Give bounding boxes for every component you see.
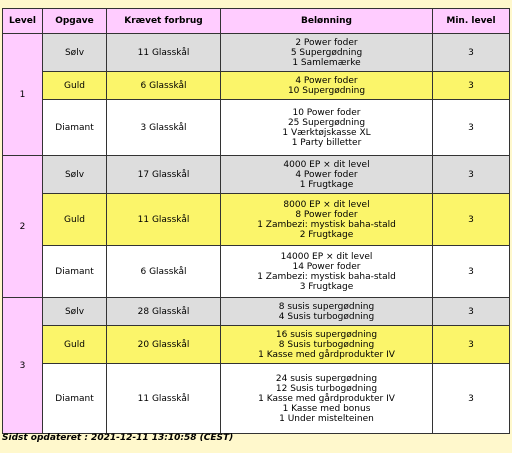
reward-line: 4 Power foder — [295, 169, 358, 180]
reward-line: 1 Kasse med gårdprodukter IV — [258, 393, 395, 404]
table-row — [3, 100, 510, 156]
reward-cell — [221, 156, 433, 194]
reward-line: 1 Zambezi: mystisk baha-stald — [257, 219, 396, 230]
level-cell: 1 — [3, 34, 43, 156]
cost-cell: 6 Glasskål — [107, 246, 221, 298]
reward-line: 24 susis supergødning — [275, 373, 378, 384]
min-level-cell: 3 — [433, 72, 510, 100]
header-row — [3, 9, 510, 34]
reward-line: 1 Kasse med gårdprodukter IV — [258, 349, 395, 360]
cost-cell: 28 Glasskål — [107, 298, 221, 326]
reward-line: 2 Frugtkage — [299, 229, 354, 240]
last-updated-note: Sidst opdateret : 2021-12-11 13:10:58 (CEST) — [2, 433, 234, 443]
header-level: Level — [3, 9, 43, 34]
min-level-cell: 3 — [433, 156, 510, 194]
reward-line: 8 Susis turbogødning — [278, 339, 375, 350]
cost-cell: 6 Glasskål — [107, 72, 221, 100]
table-row — [3, 156, 510, 194]
reward-line: 1 Samlemærke — [292, 57, 361, 68]
table-row — [3, 194, 510, 246]
cost-cell: 11 Glasskål — [107, 364, 221, 434]
header-min-level: Min. level — [433, 9, 510, 34]
task-cell: Guld — [43, 194, 107, 246]
reward-line: 16 susis supergødning — [275, 329, 378, 340]
reward-cell — [221, 194, 433, 246]
min-level-cell: 3 — [433, 34, 510, 72]
level-cell: 3 — [3, 298, 43, 434]
header-task: Opgave — [43, 9, 107, 34]
reward-line: 4000 EP × dit level — [283, 159, 370, 170]
table-row — [3, 326, 510, 364]
reward-line: 1 Værktøjskasse XL — [282, 127, 371, 138]
reward-line: 8 Power foder — [295, 209, 358, 220]
task-cell: Guld — [43, 326, 107, 364]
header-cost: Krævet forbrug — [107, 9, 221, 34]
level-cell: 2 — [3, 156, 43, 298]
reward-line: 12 Susis turbogødning — [275, 383, 378, 394]
reward-line: 25 Supergødning — [287, 117, 366, 128]
table-row — [3, 246, 510, 298]
reward-cell — [221, 100, 433, 156]
reward-line: 5 Supergødning — [290, 47, 363, 58]
cost-cell: 17 Glasskål — [107, 156, 221, 194]
reward-cell — [221, 326, 433, 364]
cost-cell: 3 Glasskål — [107, 100, 221, 156]
reward-line: 2 Power foder — [295, 37, 358, 48]
task-cell: Sølv — [43, 34, 107, 72]
table-row — [3, 364, 510, 434]
min-level-cell: 3 — [433, 298, 510, 326]
reward-line: 3 Frugtkage — [299, 281, 354, 292]
rewards-table — [2, 8, 510, 434]
task-cell: Diamant — [43, 364, 107, 434]
reward-line: 14000 EP × dit level — [280, 251, 373, 262]
task-cell: Sølv — [43, 298, 107, 326]
min-level-cell: 3 — [433, 100, 510, 156]
reward-line: 1 Party billetter — [291, 137, 362, 148]
reward-line: 1 Frugtkage — [299, 179, 354, 190]
table-row — [3, 298, 510, 326]
reward-line: 10 Power foder — [292, 107, 361, 118]
reward-cell — [221, 72, 433, 100]
min-level-cell: 3 — [433, 326, 510, 364]
table-row — [3, 72, 510, 100]
reward-cell — [221, 364, 433, 434]
reward-line: 8000 EP × dit level — [283, 199, 370, 210]
min-level-cell: 3 — [433, 194, 510, 246]
task-cell: Diamant — [43, 100, 107, 156]
task-cell: Diamant — [43, 246, 107, 298]
task-cell: Sølv — [43, 156, 107, 194]
cost-cell: 20 Glasskål — [107, 326, 221, 364]
table-body — [3, 34, 510, 434]
task-cell: Guld — [43, 72, 107, 100]
reward-line: 14 Power foder — [292, 261, 361, 272]
cost-cell: 11 Glasskål — [107, 194, 221, 246]
reward-line: 4 Susis turbogødning — [278, 311, 375, 322]
min-level-cell: 3 — [433, 246, 510, 298]
cost-cell: 11 Glasskål — [107, 34, 221, 72]
reward-line: 1 Under mistelteinen — [279, 413, 374, 424]
reward-line: 8 susis supergødning — [278, 301, 375, 312]
table-row — [3, 34, 510, 72]
min-level-cell: 3 — [433, 364, 510, 434]
reward-cell — [221, 34, 433, 72]
reward-line: 4 Power foder — [295, 75, 358, 86]
reward-cell — [221, 298, 433, 326]
reward-cell — [221, 246, 433, 298]
reward-line: 1 Zambezi: mystisk baha-stald — [257, 271, 396, 282]
reward-line: 1 Kasse med bonus — [282, 403, 371, 414]
reward-line: 10 Supergødning — [287, 85, 366, 96]
header-reward: Belønning — [221, 9, 433, 34]
